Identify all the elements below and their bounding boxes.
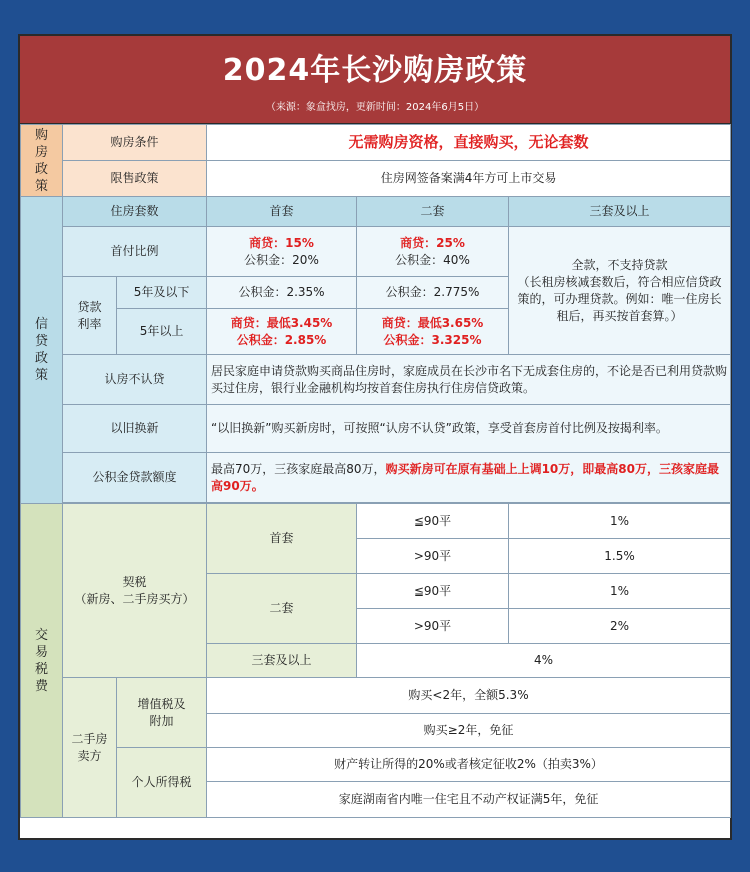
pit-general: 财产转让所得的20%或者核定征收2%（拍卖3%）: [207, 748, 731, 782]
down-payment-second: [357, 227, 509, 277]
trade-in-value: “以旧换新”购买新房时，可按照“认房不认贷”政策，享受首套房首付比例及按揭利率。: [207, 405, 731, 453]
deed-second-le90-rate: 1%: [509, 574, 731, 609]
deed-first-le90-label: ≦90平: [357, 504, 509, 539]
deed-second-le90-label: ≦90平: [357, 574, 509, 609]
rate-over5-first-fund: 公积金：2.85%: [236, 332, 327, 347]
purchase-condition-label: 购房条件: [63, 125, 207, 161]
policy-table: [20, 124, 731, 818]
category-credit-label: 信 贷 政 策: [34, 317, 48, 383]
rate-under5-label: 5年及以下: [117, 277, 207, 309]
rate-over5-second-fund: 公积金：3.325%: [383, 332, 482, 347]
category-credit: [21, 197, 63, 504]
category-purchase: [21, 125, 63, 197]
title-bar: [20, 36, 730, 124]
resale-limit-value: 住房网签备案满4年方可上市交易: [207, 161, 731, 197]
seller-label: [63, 678, 117, 818]
fund-limit-label: 公积金贷款额度: [63, 453, 207, 503]
deed-second-label: 二套: [207, 574, 357, 644]
third-home-note-text: 全款，不支持贷款 （长租房核减套数后，符合相应信贷政策的，可办理贷款。例如：唯一住房长租后，再买按首套算。）: [517, 257, 722, 323]
down-payment-second-fund: 公积金：40%: [395, 252, 470, 267]
deed-tax-label-text: 契税 （新房、二手房买方）: [74, 574, 195, 606]
rate-under5-second: 公积金：2.775%: [357, 277, 509, 309]
vat-label: [117, 678, 207, 748]
deed-third-label: 三套及以上: [207, 644, 357, 678]
vat-label-text: 增值税及 附加: [137, 696, 186, 728]
vat-under2: 购买<2年，全额5.3%: [207, 678, 731, 714]
category-tax: [21, 504, 63, 818]
deed-second-gt90-label: >90平: [357, 609, 509, 644]
rate-under5-first: 公积金：2.35%: [207, 277, 357, 309]
deed-first-gt90-label: >90平: [357, 539, 509, 574]
category-tax-label: 交 易 税 费: [34, 627, 48, 694]
deed-tax-label: [63, 504, 207, 678]
third-home-note: [509, 227, 731, 355]
pit-label: 个人所得税: [117, 748, 207, 818]
loan-rate-label: [63, 277, 117, 355]
third-home-header: 三套及以上: [509, 197, 731, 227]
down-payment-first-fund: 公积金：20%: [244, 252, 319, 267]
deed-first-gt90-rate: 1.5%: [509, 539, 731, 574]
rate-over5-first-commercial: 商贷：最低3.45%: [230, 315, 333, 330]
purchase-condition-value: 无需购房资格，直接购买，无论套数: [207, 125, 731, 161]
deed-second-gt90-rate: 2%: [509, 609, 731, 644]
down-payment-second-commercial: 商贷：25%: [400, 235, 465, 250]
housing-count-header: 住房套数: [63, 197, 207, 227]
rate-over5-second: [357, 309, 509, 355]
first-home-header: 首套: [207, 197, 357, 227]
rate-over5-first: [207, 309, 357, 355]
category-purchase-label: 购 房 政 策: [34, 127, 48, 194]
recognize-value: 居民家庭申请贷款购买商品住房时，家庭成员在长沙市名下无成套住房的，不论是否已利用贷款购买过住房，银行业金融机构均按首套住房执行住房信贷政策。: [207, 355, 731, 405]
pit-exempt: 家庭湖南省内唯一住宅且不动产权证满5年，免征: [207, 782, 731, 818]
seller-label-text: 二手房 卖方: [71, 731, 108, 763]
deed-first-label: 首套: [207, 504, 357, 574]
rate-over5-label: 5年以上: [117, 309, 207, 355]
fund-limit-red: 购买新房可在原有基础上上调10万，即最高80万，三孩家庭最高90万。: [211, 461, 719, 493]
page-subtitle: （来源：象盒找房，更新时间：2024年6月5日）: [265, 102, 485, 113]
deed-first-le90-rate: 1%: [509, 504, 731, 539]
down-payment-first: [207, 227, 357, 277]
deed-third-rate: 4%: [357, 644, 731, 678]
rate-over5-second-commercial: 商贷：最低3.65%: [381, 315, 484, 330]
second-home-header: 二套: [357, 197, 509, 227]
vat-over2: 购买≥2年，免征: [207, 714, 731, 748]
resale-limit-label: 限售政策: [63, 161, 207, 197]
fund-limit-value: [207, 453, 731, 503]
page-title: 2024年长沙购房政策: [222, 53, 528, 88]
recognize-label: 认房不认贷: [63, 355, 207, 405]
down-payment-label: 首付比例: [63, 227, 207, 277]
policy-table-frame: [18, 34, 732, 840]
loan-rate-label-text: 贷款 利率: [77, 299, 102, 331]
trade-in-label: 以旧换新: [63, 405, 207, 453]
down-payment-first-commercial: 商贷：15%: [249, 235, 314, 250]
fund-limit-normal: 最高70万，三孩家庭最高80万，: [211, 461, 386, 476]
